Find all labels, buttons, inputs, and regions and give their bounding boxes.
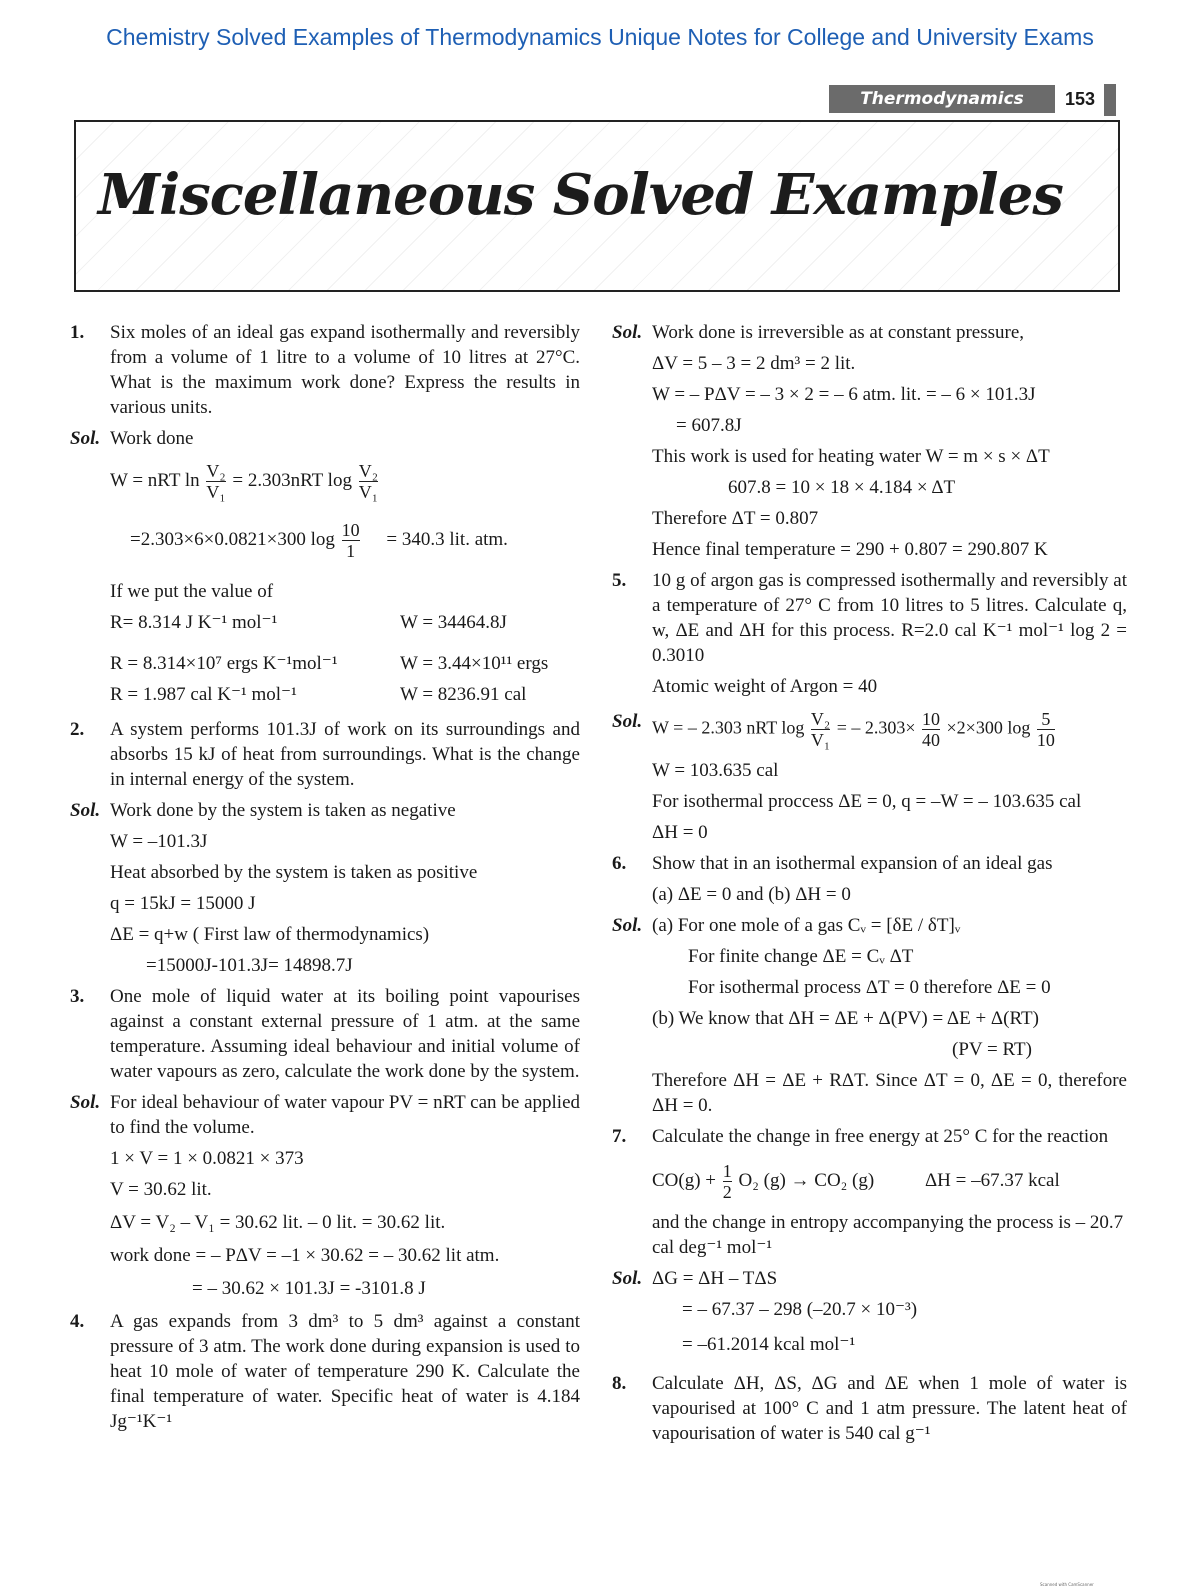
text-line: ΔV = V₂ – V₁ = 30.62 lit. – 0 lit. = 30.62 lit.	[110, 1212, 446, 1233]
solution-6: Sol. (a) For one mole of a gas Cᵥ = [δE / δT]ᵥ	[612, 915, 961, 936]
equation: R = 8.314×10⁷ ergs K⁻¹mol⁻¹ W = 3.44×10¹¹ ergs	[110, 653, 549, 674]
page-number: 153	[1064, 89, 1096, 109]
fraction: $\frac{\text{V₂}}{\text{V₁}}$	[206, 461, 226, 502]
equation: R= 8.314 J K⁻¹ mol⁻¹ W = 34464.8J	[110, 612, 507, 633]
text-line: For isothermal proccess ΔE = 0, q = –W = – 103.635 cal	[652, 791, 1082, 812]
text-line: If we put the value of	[110, 581, 274, 602]
text-line: = – 30.62 × 101.3J = -3101.8 J	[192, 1278, 426, 1299]
text-line: = – 67.37 – 298 (–20.7 × 10⁻³)	[682, 1299, 918, 1320]
text-line: Therefore ΔT = 0.807	[652, 508, 819, 529]
text-line: Atomic weight of Argon = 40	[652, 676, 878, 697]
solution-1: Sol. Work done	[70, 428, 194, 449]
page-banner: Chemistry Solved Examples of Thermodynamics Unique Notes for College and University Exams	[106, 24, 1094, 50]
question-8: 8. Calculate ΔH, ΔS, ΔG and ΔE when 1 mole of water is vapourised at 100° C and 1 atm pressure. The latent heat of vapourisation of water is 540 cal g⁻¹	[612, 1373, 1127, 1444]
text-line: (PV = RT)	[952, 1039, 1032, 1060]
title-box	[74, 120, 1120, 292]
text-line: =15000J-101.3J= 14898.7J	[146, 955, 353, 976]
text-line: 1 × V = 1 × 0.0821 × 373	[110, 1148, 304, 1169]
question-6: 6. Show that in an isothermal expansion of an ideal gas	[612, 853, 1053, 874]
text-line: and the change in entropy accompanying the process is – 20.7 cal deg⁻¹ mol⁻¹	[652, 1212, 1124, 1258]
section-label: Thermodynamics	[829, 85, 1055, 113]
text-line: This work is used for heating water W = m × s × ΔT	[652, 446, 1050, 467]
text-line: ΔH = 0	[652, 822, 708, 843]
header-bar	[1104, 84, 1116, 116]
text-line: ΔV = 5 – 3 = 2 dm³ = 2 lit.	[652, 353, 856, 374]
text-line: Hence final temperature = 290 + 0.807 = 290.807 K	[652, 539, 1048, 560]
equation: W = nRT ln $\frac{\text{V₂}}{\text{V₁}}$ = 2.303nRT log $\frac{\text{V₂}}{\text{V₁}}$	[110, 461, 378, 502]
left-column	[70, 320, 580, 1440]
question-1: 1. Six moles of an ideal gas expand isothermally and reversibly from a volume of 1 litre to a volume of 10 litres at 27°C. What is the maximum work done? Express the results in various units.	[70, 322, 580, 418]
fraction: $\frac{\text{V₂}}{\text{V₁}}$	[358, 461, 378, 502]
text-line: (a) ΔE = 0 and (b) ΔH = 0	[652, 884, 851, 905]
equation: =2.303×6×0.0821×300 log $\frac{10}{1}$ = 340.3 lit. atm.	[130, 520, 508, 561]
text-line: = –61.2014 kcal mol⁻¹	[682, 1334, 856, 1355]
text-line: For isothermal process ΔT = 0 therefore ΔE = 0	[688, 977, 1051, 998]
right-column	[612, 320, 1127, 1452]
text-line: For finite change ΔE = Cᵥ ΔT	[688, 946, 914, 967]
page-title: Miscellaneous Solved Examples	[98, 162, 1063, 228]
solution-2: Sol. Work done by the system is taken as negative	[70, 800, 456, 821]
equation: CO(g) + $\frac{1}{2}$ O₂ (g) → CO₂ (g) ΔH = –67.37 kcal	[652, 1161, 1060, 1202]
question-7: 7. Calculate the change in free energy at 25° C for the reaction	[612, 1126, 1109, 1147]
text-line: V = 30.62 lit.	[110, 1179, 212, 1200]
question-4: 4. A gas expands from 3 dm³ to 5 dm³ against a constant pressure of 3 atm. The work done during expansion is used to heat 10 mole of water of temperature 290 K. Calculate the final temperature of water. Specific heat of water is 4.184 Jg⁻¹K⁻¹	[70, 1311, 580, 1432]
fraction: $\frac{5}{10}$	[1036, 709, 1055, 750]
solution-3: Sol. For ideal behaviour of water vapour PV = nRT can be applied to find the volume.	[70, 1092, 580, 1138]
text-line: Therefore ΔH = ΔE + RΔT. Since ΔT = 0, ΔE = 0, therefore ΔH = 0.	[652, 1070, 1127, 1116]
fraction: $\frac{\text{V₂}}{\text{V₁}}$	[810, 709, 831, 750]
solution-5: Sol. W = – 2.303 nRT log $\frac{\text{V₂}}{\text{V₁}}$ = – 2.303× $\frac{10}{40}$ ×2×300 log $\frac{5}{10}$	[612, 709, 1055, 750]
text-line: ΔE = q+w ( First law of thermodynamics)	[110, 924, 430, 945]
fraction: $\frac{1}{2}$	[722, 1161, 732, 1202]
text-line: (b) We know that ΔH = ΔE + Δ(PV) = ΔE + Δ(RT)	[652, 1008, 1039, 1029]
question-3: 3. One mole of liquid water at its boiling point vapourises against a constant external pressure of 1 atm. at the same temperature. Assuming ideal behaviour and initial volume of water vapours as zero, calculate the work done by the system.	[70, 986, 580, 1082]
text-line: 607.8 = 10 × 18 × 4.184 × ΔT	[728, 477, 956, 498]
text-line: W = –101.3J	[110, 831, 208, 852]
solution-7: Sol. ΔG = ΔH – TΔS	[612, 1268, 778, 1289]
text-line: W = 103.635 cal	[652, 760, 779, 781]
text-line: Heat absorbed by the system is taken as positive	[110, 862, 478, 883]
solution-4: Sol. Work done is irreversible as at constant pressure,	[612, 322, 1025, 343]
question-2: 2. A system performs 101.3J of work on its surroundings and absorbs 15 kJ of heat from surroundings. What is the change in internal energy of the system.	[70, 719, 580, 790]
text-line: q = 15kJ = 15000 J	[110, 893, 256, 914]
text-line: W = – PΔV = – 3 × 2 = – 6 atm. lit. = – 6 × 101.3J	[652, 384, 1036, 405]
scanner-watermark: Scanned with CamScanner	[1040, 1582, 1094, 1587]
text-line: work done = – PΔV = –1 × 30.62 = – 30.62 lit atm.	[110, 1245, 500, 1266]
fraction: $\frac{10}{1}$	[341, 520, 360, 561]
equation: R = 1.987 cal K⁻¹ mol⁻¹ W = 8236.91 cal	[110, 684, 527, 705]
text-line: = 607.8J	[676, 415, 742, 436]
fraction: $\frac{10}{40}$	[922, 709, 941, 750]
question-5: 5. 10 g of argon gas is compressed isothermally and reversibly at a temperature of 27° C from 10 litres to 5 litres. Calculate q, w, ΔE and ΔH for this process. R=2.0 cal K⁻¹ mol⁻¹ log 2 = 0.3010	[612, 570, 1127, 666]
